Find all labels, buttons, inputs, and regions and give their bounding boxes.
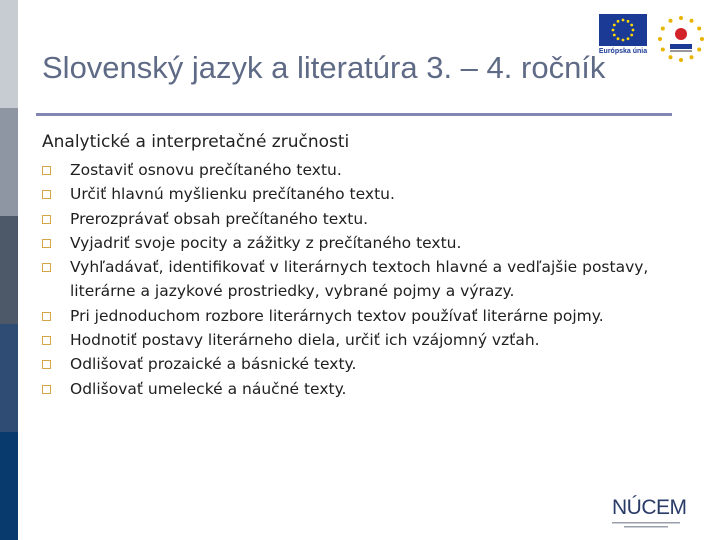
list-item <box>42 158 692 182</box>
bullet-list <box>42 158 692 401</box>
header-logos <box>598 14 706 64</box>
list-item-text: Odlišovať prozaické a básnické texty. <box>70 355 357 374</box>
list-item <box>42 255 692 304</box>
list-item <box>42 377 692 401</box>
square-bullet-icon <box>42 190 51 199</box>
title-divider <box>36 113 672 116</box>
slide-subtitle: Analytické a interpretačné zručnosti <box>42 132 350 152</box>
square-bullet-icon <box>42 360 51 369</box>
left-accent-bar <box>0 0 18 540</box>
nucem-wordmark: NÚCEM <box>612 496 687 519</box>
square-bullet-icon <box>42 166 51 175</box>
eu-flag-icon <box>599 14 647 46</box>
list-item-text: Vyhľadávať, identifikovať v literárnych textoch hlavné a vedľajšie postavy, literárne a jazykové prostriedky, vybrané pojmy a výrazy. <box>70 258 649 301</box>
square-bullet-icon <box>42 263 51 272</box>
eu-logo <box>598 14 648 56</box>
list-item-text: Určiť hlavnú myšlienku prečítaného textu. <box>70 185 395 204</box>
list-item-text: Zostaviť osnovu prečítaného textu. <box>70 161 342 179</box>
square-bullet-icon <box>42 312 51 321</box>
list-item <box>42 182 692 206</box>
square-bullet-icon <box>42 215 51 224</box>
nucem-fine-print-decoration <box>612 521 684 532</box>
list-item-text: Pri jednoduchom rozbore literárnych textov používať literárne pojmy. <box>70 306 604 325</box>
list-item <box>42 352 692 376</box>
square-bullet-icon <box>42 385 51 394</box>
list-item-text: Odlišovať umelecké a náučné texty. <box>70 379 347 398</box>
list-item <box>42 231 692 255</box>
nucem-logo <box>612 496 687 532</box>
square-bullet-icon <box>42 239 51 248</box>
list-item <box>42 304 692 328</box>
eu-caption: Európska únia <box>598 48 648 55</box>
slide-title: Slovenský jazyk a literatúra 3. – 4. ročník <box>42 50 606 85</box>
list-item <box>42 328 692 352</box>
square-bullet-icon <box>42 336 51 345</box>
list-item-text: Prerozprávať obsah prečítaného textu. <box>70 209 369 228</box>
operational-programme-logo <box>656 14 706 64</box>
list-item <box>42 207 692 231</box>
list-item-text: Vyjadriť svoje pocity a zážitky z prečítaného textu. <box>70 233 462 252</box>
list-item-text: Hodnotiť postavy literárneho diela, určiť ich vzájomný vzťah. <box>70 331 540 350</box>
